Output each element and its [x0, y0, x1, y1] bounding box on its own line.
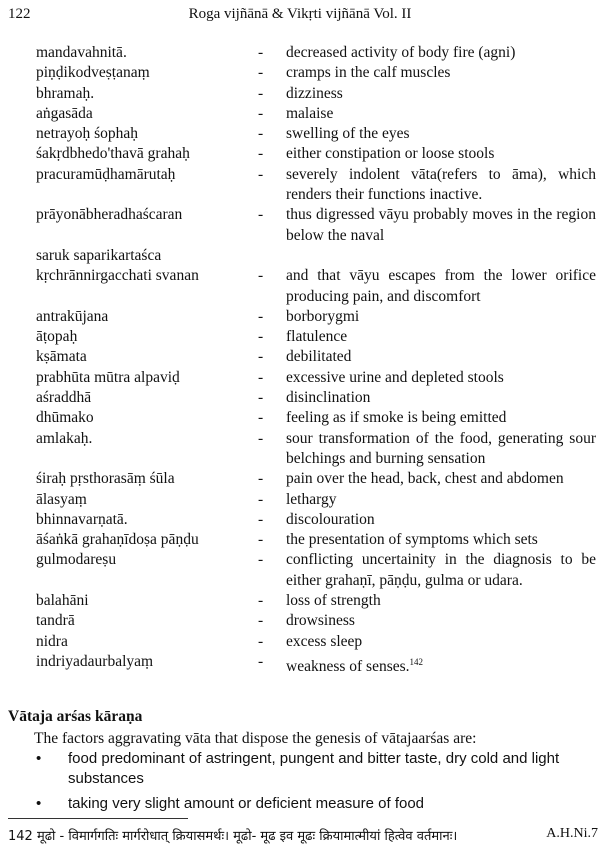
separator-dash: -: [258, 510, 264, 528]
glossary-term: saruk saparikartaśca: [36, 246, 162, 264]
glossary-definition: [286, 408, 596, 428]
glossary-row: [36, 530, 600, 550]
separator-dash: -: [258, 409, 264, 427]
separator-dash: -: [258, 145, 264, 163]
glossary-row: [36, 550, 600, 591]
glossary-row: [36, 388, 600, 408]
glossary-definition: [286, 307, 596, 327]
separator-dash: -: [258, 531, 264, 549]
glossary-row: [36, 104, 600, 124]
separator-dash: -: [258, 612, 264, 630]
definition-text: cramps in the calf muscles: [286, 64, 451, 82]
separator-dash: -: [258, 64, 264, 82]
glossary-definition: [286, 124, 596, 144]
glossary-definition: [286, 652, 596, 677]
glossary-term: balahāni: [36, 592, 89, 610]
glossary-definition: [286, 266, 596, 307]
glossary-definition: [286, 84, 596, 104]
glossary-row: [36, 144, 600, 164]
glossary-definition: [286, 347, 596, 367]
section-heading: Vātaja arśas kāraṇa: [8, 708, 143, 725]
glossary-row: [36, 165, 600, 206]
glossary-definition: [286, 205, 596, 246]
glossary-term: mandavahnitā.: [36, 44, 127, 61]
definition-text: lethargy: [286, 490, 337, 508]
glossary-term: ālasyaṃ: [36, 490, 87, 508]
glossary-definition: [286, 63, 596, 83]
glossary-row: [36, 205, 600, 246]
list-item-text: food predominant of astringent, pungent and bitter taste, dry cold and light substances: [68, 750, 560, 787]
separator-dash: -: [258, 368, 264, 386]
bullet-icon: •: [36, 750, 42, 767]
definition-text: disinclination: [286, 389, 371, 407]
definition-text: swelling of the eyes: [286, 125, 410, 143]
definition-text: conflicting uncertainity in the diagnosis to be either grahaṇī, pāṇḍu, gulma or udara.: [286, 551, 596, 589]
glossary-row: [36, 591, 600, 611]
glossary-row: [36, 469, 600, 489]
glossary-definition: [286, 368, 596, 388]
glossary-definition: [286, 144, 596, 164]
bullet-icon: •: [36, 795, 42, 812]
glossary-definition: [286, 327, 596, 347]
glossary-definition: [286, 550, 596, 591]
factor-list: [8, 749, 598, 814]
definition-text: weakness of senses.: [286, 658, 410, 676]
glossary-row: [36, 429, 600, 470]
definition-text: flatulence: [286, 328, 348, 346]
definition-text: drowsiness: [286, 612, 355, 630]
definition-text: excess sleep: [286, 632, 363, 650]
glossary-term: āśaṅkā grahaṇīdoṣa pāṇḍu: [36, 531, 199, 549]
glossary-term: aṅgasāda: [36, 104, 93, 122]
definition-text: feeling as if smoke is being emitted: [286, 409, 507, 427]
separator-dash: -: [258, 44, 264, 61]
glossary-term: nidra: [36, 632, 68, 650]
glossary-term: śiraḥ pṛsthorasāṃ śūla: [36, 470, 175, 488]
separator-dash: -: [258, 429, 264, 447]
separator-dash: -: [258, 307, 264, 325]
footnote-reference: A.H.Ni.7: [546, 826, 598, 841]
footnote-marker: 142: [409, 656, 424, 667]
glossary-definition: [286, 611, 596, 631]
list-item: [8, 749, 598, 789]
glossary-term: dhūmako: [36, 409, 94, 427]
running-title: Roga vijñānā & Vikṛti vijñānā Vol. II: [188, 6, 412, 22]
glossary-row: [36, 490, 600, 510]
glossary-term: piṇḍikodveṣṭanaṃ: [36, 64, 150, 82]
glossary-definition: [286, 388, 596, 408]
vataja-section: [8, 707, 598, 814]
separator-dash: -: [258, 104, 264, 122]
glossary-definition: [286, 429, 596, 470]
glossary-row: [36, 368, 600, 388]
glossary-term: gulmodareṣu: [36, 551, 117, 569]
glossary-row: [36, 327, 600, 347]
glossary-term: indriyadaurbalyaṃ: [36, 652, 154, 670]
glossary-row: [36, 84, 600, 104]
glossary-list: [36, 43, 600, 677]
definition-text: dizziness: [286, 84, 343, 102]
glossary-row: [36, 246, 600, 266]
separator-dash: [250, 246, 286, 266]
definition-text: either constipation or loose stools: [286, 145, 495, 163]
definition-text: decreased activity of body fire (agni): [286, 44, 516, 61]
separator-dash: -: [258, 84, 264, 102]
glossary-definition: [286, 104, 596, 124]
glossary-row: [36, 124, 600, 144]
glossary-definition: [286, 490, 596, 510]
glossary-definition: [286, 43, 596, 63]
glossary-definition: [286, 165, 596, 206]
glossary-term: bhinnavarṇatā.: [36, 510, 128, 528]
glossary-definition: [286, 591, 596, 611]
definition-text: excessive urine and depleted stools: [286, 368, 504, 386]
definition-text: borborygmi: [286, 307, 360, 325]
glossary-definition: [286, 530, 596, 550]
section-lead: The factors aggravating vāta that dispose the genesis of vātajaarśas are:: [34, 730, 477, 747]
footnote-text: 142 मूढो - विमार्गगतिः मार्गरोधात् क्रियासमर्थः। मूढो- मूढ इव मूढः क्रियामात्मीयां हित्वेव वर्तमानः।: [8, 829, 458, 844]
separator-dash: -: [258, 348, 264, 366]
glossary-term: prāyonābheradhaścaran: [36, 206, 183, 224]
separator-dash: -: [258, 328, 264, 346]
separator-dash: -: [258, 632, 264, 650]
separator-dash: -: [258, 206, 264, 224]
separator-dash: -: [258, 652, 264, 670]
glossary-term: netrayoḥ śophaḥ: [36, 125, 139, 143]
separator-dash: -: [258, 490, 264, 508]
glossary-term: kṣāmata: [36, 348, 87, 366]
glossary-definition: [286, 469, 596, 489]
separator-dash: -: [258, 125, 264, 143]
glossary-term: bhramaḥ.: [36, 84, 95, 102]
separator-dash: -: [258, 165, 264, 183]
glossary-term: śakṛdbhedo'thavā grahaḥ: [36, 145, 190, 163]
glossary-row: [36, 510, 600, 530]
separator-dash: -: [258, 470, 264, 488]
page-number: 122: [8, 6, 31, 22]
separator-dash: -: [258, 551, 264, 569]
glossary-term: pracuramūḍhamārutaḥ: [36, 165, 176, 183]
definition-text: discolouration: [286, 510, 375, 528]
definition-text: thus digressed vāyu probably moves in the region below the naval: [286, 206, 596, 244]
glossary-row: [36, 611, 600, 631]
glossary-term: tandrā: [36, 612, 75, 630]
glossary-term: amlakaḥ.: [36, 429, 93, 447]
definition-text: and that vāyu escapes from the lower orifice producing pain, and discomfort: [286, 267, 596, 305]
glossary-row: [36, 63, 600, 83]
separator-dash: -: [258, 389, 264, 407]
glossary-row: [36, 266, 600, 307]
definition-text: malaise: [286, 104, 334, 122]
definition-text: the presentation of symptoms which sets: [286, 531, 538, 549]
footnote-divider: [8, 818, 188, 819]
glossary-term: antrakūjana: [36, 307, 109, 325]
list-item: [8, 794, 598, 814]
definition-text: severely indolent vāta(refers to āma), which renders their functions inactive.: [286, 165, 596, 204]
glossary-row: [36, 347, 600, 367]
glossary-term: āṭopaḥ: [36, 328, 78, 346]
definition-text: sour transformation of the food, generating sour belchings and burning sensation: [286, 429, 596, 467]
glossary-row: [36, 307, 600, 327]
separator-dash: -: [258, 592, 264, 610]
glossary-row: [36, 43, 600, 63]
glossary-definition: [286, 510, 596, 530]
glossary-definition: [286, 246, 596, 266]
glossary-term: aśraddhā: [36, 389, 92, 407]
glossary-row: [36, 652, 600, 677]
definition-text: debilitated: [286, 348, 352, 366]
list-item-text: taking very slight amount or deficient measure of food: [68, 795, 425, 812]
glossary-row: [36, 408, 600, 428]
definition-text: pain over the head, back, chest and abdomen: [286, 470, 564, 488]
glossary-term: kṛchrānnirgacchati svanan: [36, 267, 199, 285]
glossary-row: [36, 632, 600, 652]
glossary-definition: [286, 632, 596, 652]
glossary-term: prabhūta mūtra alpaviḍ: [36, 368, 180, 386]
definition-text: loss of strength: [286, 592, 381, 610]
footnote: [8, 826, 598, 844]
separator-dash: -: [258, 267, 264, 285]
